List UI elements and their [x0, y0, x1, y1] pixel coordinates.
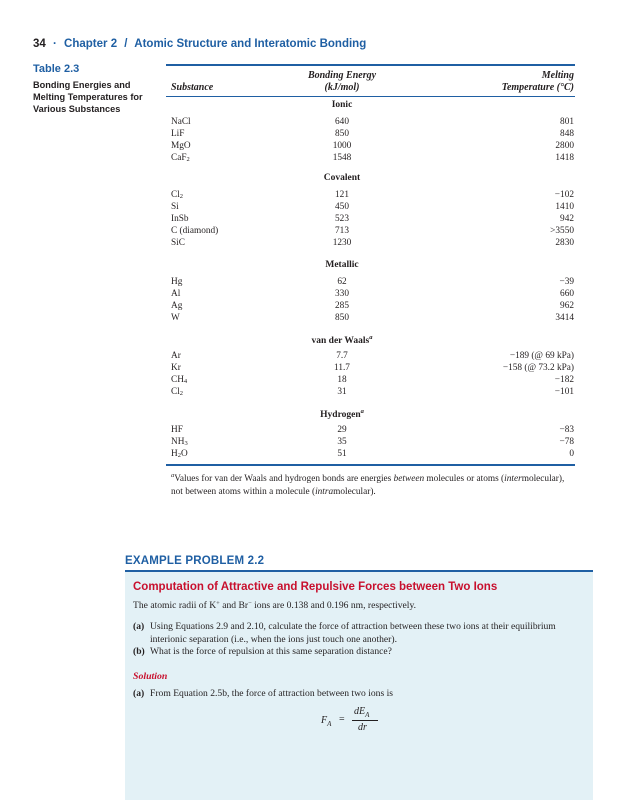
group-title-metallic: Metallic: [325, 260, 359, 270]
solution-a-text: From Equation 2.5b, the force of attraction between two ions is: [150, 688, 393, 699]
melting-temp-cell: 2830: [555, 238, 574, 248]
bonding-energy-cell: 7.7: [336, 351, 348, 361]
substance-cell: Ar: [171, 351, 181, 361]
bonding-energy-cell: 1000: [332, 141, 352, 151]
header-melting-temperature: [470, 70, 574, 94]
solution-a-label: (a): [133, 688, 145, 699]
melting-temp-cell: 848: [560, 129, 574, 139]
substance-cell: $Cl_2$: [171, 387, 184, 397]
melting-temp-cell: −158 (@ 73.2 kPa): [502, 363, 574, 373]
table-row: [0, 288, 638, 300]
melting-temp-cell: 942: [560, 214, 574, 224]
header-substance: Substance: [171, 82, 214, 93]
table-row: [0, 448, 638, 460]
substance-cell: Al: [171, 289, 181, 299]
part-b-label: (b): [133, 646, 145, 657]
part-a-text: Using Equations 2.9 and 2.10, calculate the force of attraction between these two ions at their equilibrium interionic separation (i.e., when the ions just touch one another).: [150, 621, 556, 645]
table-row: [0, 189, 638, 201]
bonding-energy-cell: 121: [335, 190, 349, 200]
equation-denominator: dr: [358, 722, 367, 733]
example-problem-title: Computation of Attractive and Repulsive Forces between Two Ions: [133, 581, 498, 593]
substance-cell: $CH_4$: [171, 375, 188, 385]
table-footnote: $^a$Values for van der Waals and hydrogen bonds are energies between molecules or atoms (intermolecular), not between atoms within a molecule (intramolecular).: [171, 472, 565, 497]
melting-temp-cell: 1410: [555, 202, 574, 212]
table-bottom-rule: [166, 464, 575, 466]
bonding-energy-cell: 713: [335, 226, 349, 236]
group-title-hydrogen: Hydrogen$^a$: [320, 408, 364, 421]
running-head-dot: ·: [53, 38, 57, 50]
part-b-text: What is the force of repulsion at this same separation distance?: [150, 646, 392, 657]
equation-lhs: $F_A$: [321, 715, 332, 728]
equation-fraction-bar: [352, 720, 378, 721]
table-label-block: [33, 63, 163, 115]
melting-temp-cell: −189 (@ 69 kPa): [509, 351, 574, 361]
melting-temp-cell: 2800: [555, 141, 574, 151]
group-title-covalent: Covalent: [323, 173, 361, 183]
table-row: [0, 362, 638, 374]
table-number: Table 2.3: [33, 63, 80, 75]
bonding-energy-cell: 850: [335, 129, 349, 139]
bonding-energy-cell: 285: [335, 301, 349, 311]
substance-cell: W: [171, 313, 180, 323]
bonding-energy-cell: 330: [335, 289, 349, 299]
example-intro: The atomic radii of K+ and Br− ions are 0.138 and 0.196 nm, respectively.: [133, 600, 417, 611]
table-row: [0, 140, 638, 152]
equation-numerator: $dE_A$: [354, 706, 370, 719]
chapter-label: Chapter 2: [64, 38, 118, 50]
table-row: [0, 237, 638, 249]
page-number: 34: [33, 38, 46, 50]
table-row: [0, 128, 638, 140]
header-bonding-energy-label: Bonding Energy: [307, 70, 377, 81]
table-row: [0, 213, 638, 225]
table-row: [0, 350, 638, 362]
melting-temp-cell: −78: [559, 437, 574, 447]
substance-cell: InSb: [171, 214, 189, 224]
melting-temp-cell: 962: [560, 301, 574, 311]
melting-temp-cell: 801: [560, 117, 574, 127]
melting-temp-cell: −182: [554, 375, 574, 385]
substance-cell: Kr: [171, 363, 181, 373]
melting-temp-cell: 1418: [555, 153, 574, 163]
chapter-title: Atomic Structure and Interatomic Bonding: [134, 38, 367, 50]
table-row: [0, 436, 638, 448]
bonding-energy-cell: 51: [337, 449, 347, 459]
bonding-energy-cell: 29: [337, 425, 347, 435]
melting-temp-cell: −39: [559, 277, 574, 287]
part-a-label: (a): [133, 621, 145, 632]
header-melting-unit: Temperature (°C): [501, 82, 574, 93]
table-row: [0, 300, 638, 312]
substance-cell: $Cl_2$: [171, 190, 184, 200]
equation-equals: =: [339, 714, 345, 725]
bonding-energy-cell: 850: [335, 313, 349, 323]
table-header-rule: [166, 96, 575, 97]
bonding-energy-cell: 450: [335, 202, 349, 212]
substance-cell: MgO: [171, 141, 191, 151]
substance-cell: HF: [171, 425, 183, 435]
substance-cell: LiF: [171, 129, 185, 139]
group-title-van-der-waals: van der Waals$^a$: [311, 334, 373, 347]
table-row: [0, 386, 638, 398]
table-row: [0, 374, 638, 386]
substance-cell: Hg: [171, 277, 183, 287]
melting-temp-cell: >3550: [550, 226, 574, 236]
header-bonding-energy-unit: (kJ/mol): [324, 82, 360, 93]
substance-cell: $NH_3$: [171, 437, 188, 447]
table-row: [0, 225, 638, 237]
header-melting-label: Melting: [541, 70, 574, 81]
substance-cell: $H_2O$: [171, 449, 188, 459]
melting-temp-cell: 660: [560, 289, 574, 299]
table-row: [0, 116, 638, 128]
substance-cell: NaCl: [171, 117, 191, 127]
melting-temp-cell: −102: [554, 190, 574, 200]
bonding-energy-cell: 35: [337, 437, 347, 447]
table-row: [0, 201, 638, 213]
running-head: [33, 38, 366, 50]
bonding-energy-cell: 31: [337, 387, 347, 397]
table-caption: Bonding Energies and Melting Temperatures for Various Substances: [33, 80, 143, 114]
bonding-energy-cell: 11.7: [334, 363, 350, 373]
table-row: [0, 312, 638, 324]
bonding-energy-cell: 523: [335, 214, 349, 224]
substance-cell: SiC: [171, 238, 185, 248]
melting-temp-cell: −101: [554, 387, 574, 397]
bonding-energy-cell: 640: [335, 117, 349, 127]
table-row: [0, 276, 638, 288]
melting-temp-cell: 3414: [555, 313, 574, 323]
substance-cell: CaF$_2$: [171, 153, 190, 163]
example-problem-label: EXAMPLE PROBLEM 2.2: [125, 555, 265, 567]
substance-cell: Si: [171, 202, 179, 212]
bonding-energy-cell: 1548: [332, 153, 352, 163]
table-row: [0, 152, 638, 164]
table-top-rule: [166, 64, 575, 66]
melting-temp-cell: −83: [559, 425, 574, 435]
table-row: [0, 424, 638, 436]
substance-cell: Ag: [171, 301, 183, 311]
bonding-energy-cell: 1230: [332, 238, 352, 248]
melting-temp-cell: 0: [569, 449, 574, 459]
substance-cell: C (diamond): [171, 226, 219, 236]
solution-heading: Solution: [133, 671, 168, 682]
header-bonding-energy: [290, 70, 394, 94]
bonding-energy-cell: 18: [337, 375, 347, 385]
bonding-energy-cell: 62: [337, 277, 347, 287]
group-title-ionic: Ionic: [331, 100, 353, 110]
running-head-slash: /: [124, 38, 128, 50]
